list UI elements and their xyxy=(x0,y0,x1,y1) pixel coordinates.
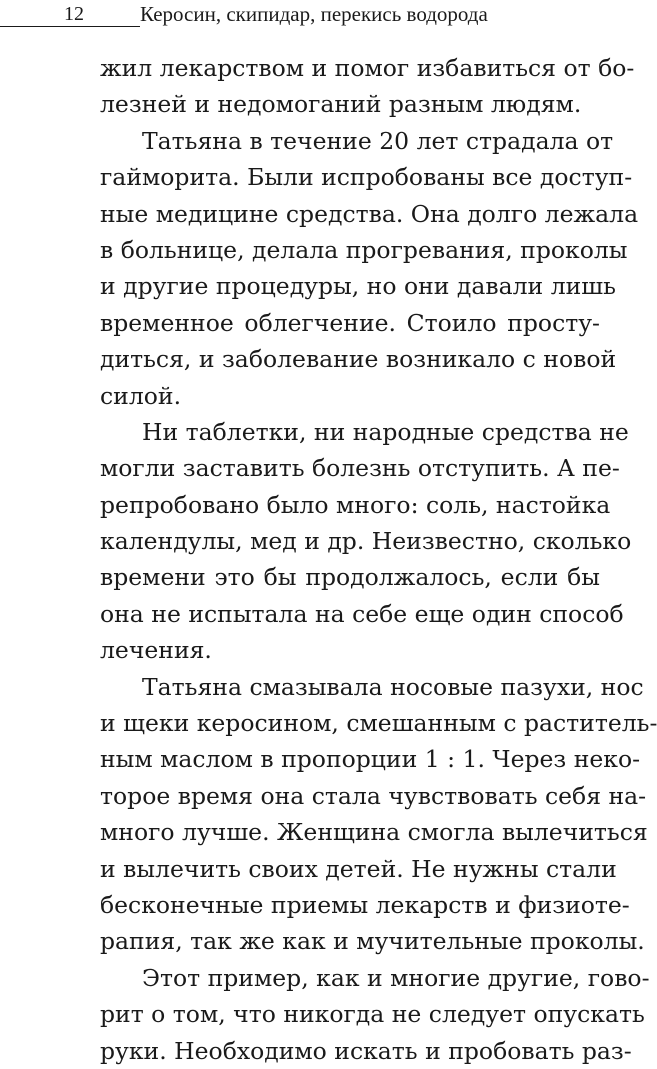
text-line: рапия, так же как и мучительные проколы. xyxy=(100,927,645,956)
text-line: времени это бы продолжалось, если бы xyxy=(100,563,600,592)
text-line: бесконечные приемы лекарств и физиоте- xyxy=(100,890,630,919)
text-line: Татьяна в течение 20 лет страдала от xyxy=(142,126,614,155)
text-line: могли заставить болезнь отступить. А пе- xyxy=(100,454,620,483)
text-line: календулы, мед и др. Неизвестно, сколько xyxy=(100,527,632,556)
text-line: репробовано было много: соль, настойка xyxy=(100,490,611,519)
paragraph xyxy=(100,414,632,669)
text-line: лезней и недомоганий разным людям. xyxy=(100,90,582,119)
text-line: Татьяна смазывала носовые пазухи, нос xyxy=(142,672,644,701)
running-title: Керосин, скипидар, перекись водорода xyxy=(140,2,488,26)
text-line: в больнице, делала прогревания, проколы xyxy=(100,235,628,264)
text-line: жил лекарством и помог избавиться от бо- xyxy=(100,54,635,82)
text-line: торое время она стала чувствовать себя на- xyxy=(100,781,647,810)
text-line: ные медицине средства. Она долго лежала xyxy=(100,199,639,228)
page-header xyxy=(0,0,600,34)
text-line: руки. Необходимо искать и пробовать раз- xyxy=(100,1036,632,1065)
text-line: и другие процедуры, но они давали лишь xyxy=(100,272,616,301)
paragraph xyxy=(100,123,639,414)
text-line: силой. xyxy=(100,381,182,410)
body-text xyxy=(100,50,657,1069)
page-number: 12 xyxy=(64,3,84,25)
text-line: лечения. xyxy=(100,636,212,665)
text-line: и вылечить своих детей. Не нужны стали xyxy=(100,854,617,883)
header-rule xyxy=(0,26,140,27)
paragraph xyxy=(100,50,635,123)
text-line: ным маслом в пропорции 1 : 1. Через неко- xyxy=(100,745,641,774)
text-line: Ни таблетки, ни народные средства не xyxy=(142,417,629,446)
text-line: диться, и заболевание возникало с новой xyxy=(100,345,617,374)
paragraph xyxy=(100,960,650,1069)
paragraph xyxy=(100,669,657,960)
text-line: много лучше. Женщина смогла вылечиться xyxy=(100,818,648,847)
text-line: гайморита. Были испробованы все доступ- xyxy=(100,163,633,192)
text-line: она не испытала на себе еще один способ xyxy=(100,599,624,628)
text-line: временное облегчение. Стоило просту- xyxy=(100,308,600,337)
text-line: рит о том, что никогда не следует опускать xyxy=(100,1000,645,1029)
text-line: Этот пример, как и многие другие, гово- xyxy=(142,963,650,992)
text-line: и щеки керосином, смешанным с раститель- xyxy=(100,709,657,738)
